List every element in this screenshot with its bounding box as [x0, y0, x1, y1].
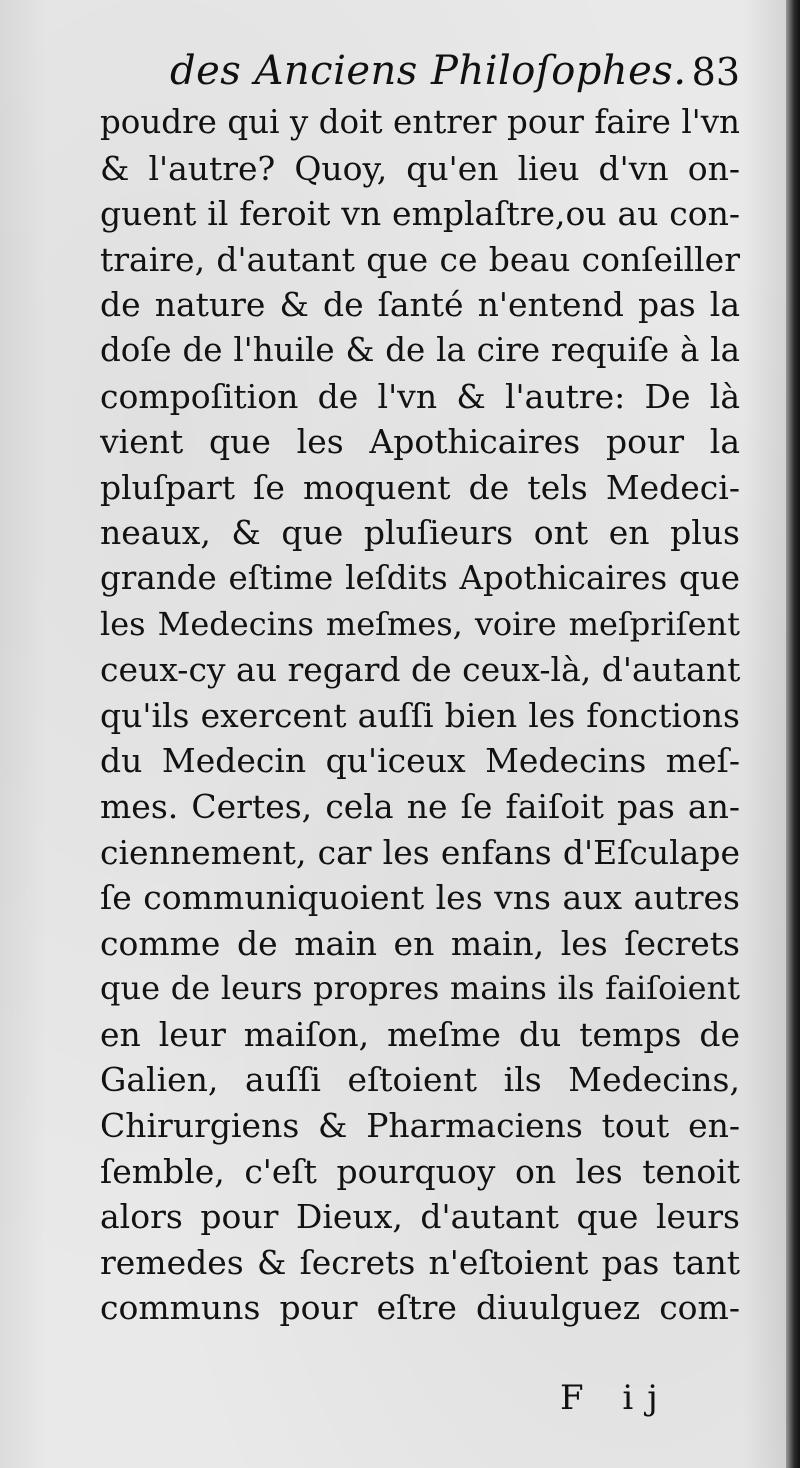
text-line: comme de main en main, les ſecrets: [100, 923, 740, 963]
text-line: guent il feroit vn emplaſtre,ou au con-: [100, 194, 740, 234]
text-line: que de leurs propres mains ils faiſoient: [100, 969, 740, 1008]
page-header: [170, 48, 740, 108]
text-line: pluſpart ſe moquent de tels Medeci-: [100, 467, 740, 507]
text-line: ciennement, car les enfans d'Eſculape: [100, 832, 740, 872]
text-line: ceux-cy au regard de ceux-là, d'autant: [100, 650, 740, 690]
text-line: neaux, & que pluſieurs ont en plus: [100, 513, 740, 553]
text-line: Galien, auſſi eſtoient ils Medecins,: [100, 1060, 740, 1100]
text-line: qu'ils exercent auſſi bien les fonctions: [100, 695, 740, 735]
text-line: Chirurgiens & Pharmaciens tout en-: [100, 1106, 740, 1146]
text-line: alors pour Dieux, d'autant que leurs: [100, 1197, 740, 1237]
page-footer: [560, 1378, 672, 1428]
text-line: remedes & ſecrets n'eſtoient pas tant: [100, 1242, 740, 1282]
text-line: ſemble, c'eſt pourquoy on les tenoit: [100, 1151, 740, 1191]
running-head: des Anciens Philoſophes.: [170, 48, 687, 94]
text-line: & l'autre? Quoy, qu'en lieu d'vn on-: [100, 148, 740, 188]
text-line: doſe de l'huile & de la cire requiſe à la: [100, 330, 740, 369]
text-line: poudre qui y doit entrer pour faire l'vn: [100, 103, 740, 141]
text-line: en leur maiſon, meſme du temps de: [100, 1014, 740, 1054]
text-line: communs pour eſtre diuulguez com-: [100, 1288, 740, 1328]
text-line: vient que les Apothicaires pour la: [100, 422, 740, 462]
body-text: [100, 100, 740, 1331]
text-line: de nature & de ſanté n'entend pas la: [100, 285, 740, 325]
page-edge-shadow: [786, 0, 800, 1468]
text-line: grande eſtime leſdits Apothicaires que: [100, 558, 740, 597]
text-line: mes. Certes, cela ne ſe faiſoit pas an-: [100, 786, 740, 826]
text-line: ſe communiquoient les vns aux autres: [100, 878, 740, 918]
text-line: les Medecins meſmes, voire meſpriſent: [100, 604, 740, 643]
text-line: compoſition de l'vn & l'autre: De là: [100, 376, 740, 416]
signature-mark: F ij: [560, 1378, 672, 1418]
text-line: traire, d'autant que ce beau conſeiller: [100, 239, 740, 279]
page-number: 83: [691, 50, 740, 94]
text-line: du Medecin qu'iceux Medecins meſ-: [100, 741, 740, 781]
